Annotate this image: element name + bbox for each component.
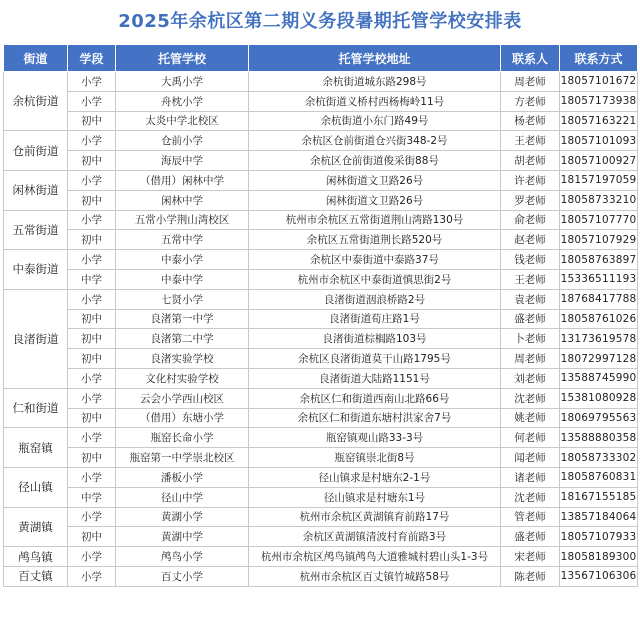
phone-cell: 18057101672 bbox=[560, 72, 638, 92]
phone-cell: 15381080928 bbox=[560, 388, 638, 408]
level-cell: 初中 bbox=[68, 230, 116, 250]
street-cell: 仁和街道 bbox=[4, 388, 68, 428]
phone-cell: 15336511193 bbox=[560, 269, 638, 289]
address-cell: 余杭区仓前街道俊采街88号 bbox=[249, 151, 501, 171]
header-school: 托管学校 bbox=[116, 45, 249, 72]
street-cell: 五常街道 bbox=[4, 210, 68, 250]
phone-cell: 18069795563 bbox=[560, 408, 638, 428]
school-cell: 五常小学荆山湾校区 bbox=[116, 210, 249, 230]
school-cell: 良渚第一中学 bbox=[116, 309, 249, 329]
phone-cell: 13588880358 bbox=[560, 428, 638, 448]
level-cell: 小学 bbox=[68, 388, 116, 408]
school-cell: 良渚第二中学 bbox=[116, 329, 249, 349]
contact-cell: 盛老师 bbox=[501, 309, 560, 329]
address-cell: 良渚街道大陆路1151号 bbox=[249, 368, 501, 388]
contact-cell: 王老师 bbox=[501, 131, 560, 151]
table-row bbox=[4, 131, 638, 151]
address-cell: 径山镇求是村塘东1号 bbox=[249, 487, 501, 507]
phone-cell: 18157197059 bbox=[560, 170, 638, 190]
school-cell: 径山中学 bbox=[116, 487, 249, 507]
table-row bbox=[4, 250, 638, 270]
contact-cell: 姚老师 bbox=[501, 408, 560, 428]
contact-cell: 杨老师 bbox=[501, 111, 560, 131]
street-cell: 中泰街道 bbox=[4, 250, 68, 290]
street-cell: 黄湖镇 bbox=[4, 507, 68, 547]
header-phone: 联系方式 bbox=[560, 45, 638, 72]
phone-cell: 18167155185 bbox=[560, 487, 638, 507]
phone-cell: 13857184064 bbox=[560, 507, 638, 527]
level-cell: 小学 bbox=[68, 72, 116, 92]
header-contact: 联系人 bbox=[501, 45, 560, 72]
level-cell: 小学 bbox=[68, 250, 116, 270]
level-cell: 初中 bbox=[68, 349, 116, 369]
street-cell: 闲林街道 bbox=[4, 170, 68, 210]
level-cell: 小学 bbox=[68, 210, 116, 230]
level-cell: 小学 bbox=[68, 289, 116, 309]
school-cell: 瓶窑长命小学 bbox=[116, 428, 249, 448]
table-row bbox=[4, 487, 638, 507]
address-cell: 杭州市余杭区百丈镇竹城路58号 bbox=[249, 566, 501, 586]
contact-cell: 俞老师 bbox=[501, 210, 560, 230]
table-row bbox=[4, 329, 638, 349]
level-cell: 小学 bbox=[68, 368, 116, 388]
level-cell: 初中 bbox=[68, 111, 116, 131]
contact-cell: 袁老师 bbox=[501, 289, 560, 309]
contact-cell: 盛老师 bbox=[501, 527, 560, 547]
table-row bbox=[4, 349, 638, 369]
street-cell: 余杭街道 bbox=[4, 72, 68, 131]
level-cell: 初中 bbox=[68, 309, 116, 329]
table-row bbox=[4, 230, 638, 250]
phone-cell: 18057163221 bbox=[560, 111, 638, 131]
address-cell: 余杭街道小东门路49号 bbox=[249, 111, 501, 131]
street-cell: 径山镇 bbox=[4, 467, 68, 507]
contact-cell: 卜老师 bbox=[501, 329, 560, 349]
phone-cell: 18057107933 bbox=[560, 527, 638, 547]
address-cell: 余杭区中泰街道中泰路37号 bbox=[249, 250, 501, 270]
school-cell: 中泰小学 bbox=[116, 250, 249, 270]
contact-cell: 王老师 bbox=[501, 269, 560, 289]
table-row bbox=[4, 428, 638, 448]
header-address: 托管学校地址 bbox=[249, 45, 501, 72]
address-cell: 闲林街道文卫路26号 bbox=[249, 190, 501, 210]
table-row bbox=[4, 507, 638, 527]
address-cell: 余杭区仓前街道仓兴街348-2号 bbox=[249, 131, 501, 151]
header-row bbox=[4, 45, 638, 72]
phone-cell: 18058763897 bbox=[560, 250, 638, 270]
address-cell: 闲林街道文卫路26号 bbox=[249, 170, 501, 190]
school-cell: 太炎中学北校区 bbox=[116, 111, 249, 131]
table-row bbox=[4, 368, 638, 388]
phone-cell: 18057100927 bbox=[560, 151, 638, 171]
address-cell: 余杭区黄湖镇清波村育前路3号 bbox=[249, 527, 501, 547]
street-cell: 百丈镇 bbox=[4, 566, 68, 586]
table-row bbox=[4, 527, 638, 547]
address-cell: 径山镇求是村塘东2-1号 bbox=[249, 467, 501, 487]
school-cell: 良渚实验学校 bbox=[116, 349, 249, 369]
level-cell: 小学 bbox=[68, 467, 116, 487]
school-cell: 潘板小学 bbox=[116, 467, 249, 487]
address-cell: 余杭街道城东路298号 bbox=[249, 72, 501, 92]
phone-cell: 18058189300 bbox=[560, 547, 638, 567]
address-cell: 杭州市余杭区五常街道荆山湾路130号 bbox=[249, 210, 501, 230]
school-cell: 仓前小学 bbox=[116, 131, 249, 151]
address-cell: 余杭区五常街道荆长路520号 bbox=[249, 230, 501, 250]
school-cell: 云会小学西山校区 bbox=[116, 388, 249, 408]
level-cell: 初中 bbox=[68, 448, 116, 468]
address-cell: 良渚街道棕榈路103号 bbox=[249, 329, 501, 349]
school-cell: （借用）闲林中学 bbox=[116, 170, 249, 190]
phone-cell: 18072997128 bbox=[560, 349, 638, 369]
phone-cell: 18057107770 bbox=[560, 210, 638, 230]
contact-cell: 方老师 bbox=[501, 91, 560, 111]
table-row bbox=[4, 170, 638, 190]
school-cell: 大禹小学 bbox=[116, 72, 249, 92]
contact-cell: 何老师 bbox=[501, 428, 560, 448]
school-cell: 五常中学 bbox=[116, 230, 249, 250]
school-cell: 七贤小学 bbox=[116, 289, 249, 309]
address-cell: 良渚街道洇浪桥路2号 bbox=[249, 289, 501, 309]
level-cell: 初中 bbox=[68, 190, 116, 210]
address-cell: 余杭区仁和街道西南山北路66号 bbox=[249, 388, 501, 408]
header-level: 学段 bbox=[68, 45, 116, 72]
school-cell: 黄湖中学 bbox=[116, 527, 249, 547]
street-cell: 良渚街道 bbox=[4, 289, 68, 388]
level-cell: 小学 bbox=[68, 170, 116, 190]
contact-cell: 钱老师 bbox=[501, 250, 560, 270]
contact-cell: 宋老师 bbox=[501, 547, 560, 567]
table-body bbox=[4, 72, 638, 587]
phone-cell: 18057101093 bbox=[560, 131, 638, 151]
address-cell: 良渚街道荀庄路1号 bbox=[249, 309, 501, 329]
table-row bbox=[4, 72, 638, 92]
table-row bbox=[4, 151, 638, 171]
header-street: 街道 bbox=[4, 45, 68, 72]
street-cell: 鸬鸟镇 bbox=[4, 547, 68, 567]
table-row bbox=[4, 566, 638, 586]
table-row bbox=[4, 190, 638, 210]
level-cell: 小学 bbox=[68, 566, 116, 586]
table-row bbox=[4, 210, 638, 230]
contact-cell: 胡老师 bbox=[501, 151, 560, 171]
contact-cell: 周老师 bbox=[501, 72, 560, 92]
school-cell: （借用）东塘小学 bbox=[116, 408, 249, 428]
school-cell: 文化村实验学校 bbox=[116, 368, 249, 388]
phone-cell: 18768417788 bbox=[560, 289, 638, 309]
contact-cell: 闻老师 bbox=[501, 448, 560, 468]
address-cell: 杭州市余杭区黄湖镇育前路17号 bbox=[249, 507, 501, 527]
contact-cell: 赵老师 bbox=[501, 230, 560, 250]
school-cell: 黄湖小学 bbox=[116, 507, 249, 527]
address-cell: 余杭街道义桥村西杨梅岭11号 bbox=[249, 91, 501, 111]
contact-cell: 罗老师 bbox=[501, 190, 560, 210]
school-cell: 海辰中学 bbox=[116, 151, 249, 171]
school-cell: 百丈小学 bbox=[116, 566, 249, 586]
contact-cell: 诸老师 bbox=[501, 467, 560, 487]
address-cell: 杭州市余杭区鸬鸟镇鸬鸟大道雅城村碧山头1-3号 bbox=[249, 547, 501, 567]
phone-cell: 18058760831 bbox=[560, 467, 638, 487]
level-cell: 初中 bbox=[68, 527, 116, 547]
level-cell: 中学 bbox=[68, 487, 116, 507]
level-cell: 初中 bbox=[68, 329, 116, 349]
level-cell: 初中 bbox=[68, 151, 116, 171]
phone-cell: 18058761026 bbox=[560, 309, 638, 329]
school-cell: 鸬鸟小学 bbox=[116, 547, 249, 567]
contact-cell: 沈老师 bbox=[501, 388, 560, 408]
contact-cell: 刘老师 bbox=[501, 368, 560, 388]
table-row bbox=[4, 388, 638, 408]
school-cell: 舟枕小学 bbox=[116, 91, 249, 111]
phone-cell: 18057173938 bbox=[560, 91, 638, 111]
level-cell: 小学 bbox=[68, 547, 116, 567]
level-cell: 小学 bbox=[68, 507, 116, 527]
address-cell: 瓶窑镇观山路33-3号 bbox=[249, 428, 501, 448]
contact-cell: 沈老师 bbox=[501, 487, 560, 507]
school-cell: 中泰中学 bbox=[116, 269, 249, 289]
phone-cell: 18057107929 bbox=[560, 230, 638, 250]
street-cell: 瓶窑镇 bbox=[4, 428, 68, 468]
phone-cell: 13567106306 bbox=[560, 566, 638, 586]
level-cell: 小学 bbox=[68, 131, 116, 151]
contact-cell: 陈老师 bbox=[501, 566, 560, 586]
level-cell: 小学 bbox=[68, 91, 116, 111]
phone-cell: 18058733302 bbox=[560, 448, 638, 468]
table-row bbox=[4, 269, 638, 289]
table-row bbox=[4, 448, 638, 468]
address-cell: 瓶窑镇崇北街8号 bbox=[249, 448, 501, 468]
level-cell: 中学 bbox=[68, 269, 116, 289]
phone-cell: 13173619578 bbox=[560, 329, 638, 349]
address-cell: 杭州市余杭区中泰街道慎思街2号 bbox=[249, 269, 501, 289]
contact-cell: 管老师 bbox=[501, 507, 560, 527]
contact-cell: 许老师 bbox=[501, 170, 560, 190]
street-cell: 仓前街道 bbox=[4, 131, 68, 171]
level-cell: 初中 bbox=[68, 408, 116, 428]
page-title: 2025年余杭区第二期义务段暑期托管学校安排表 bbox=[118, 11, 522, 32]
contact-cell: 周老师 bbox=[501, 349, 560, 369]
address-cell: 余杭区仁和街道东塘村洪家舍7号 bbox=[249, 408, 501, 428]
schedule-table bbox=[3, 44, 638, 587]
table-row bbox=[4, 547, 638, 567]
phone-cell: 13588745990 bbox=[560, 368, 638, 388]
phone-cell: 18058733210 bbox=[560, 190, 638, 210]
school-cell: 瓶窑第一中学崇北校区 bbox=[116, 448, 249, 468]
table-row bbox=[4, 289, 638, 309]
table-row bbox=[4, 91, 638, 111]
table-row bbox=[4, 309, 638, 329]
table-row bbox=[4, 408, 638, 428]
level-cell: 小学 bbox=[68, 428, 116, 448]
table-row bbox=[4, 467, 638, 487]
school-cell: 闲林中学 bbox=[116, 190, 249, 210]
address-cell: 余杭区良渚街道莫干山路1795号 bbox=[249, 349, 501, 369]
table-row bbox=[4, 111, 638, 131]
